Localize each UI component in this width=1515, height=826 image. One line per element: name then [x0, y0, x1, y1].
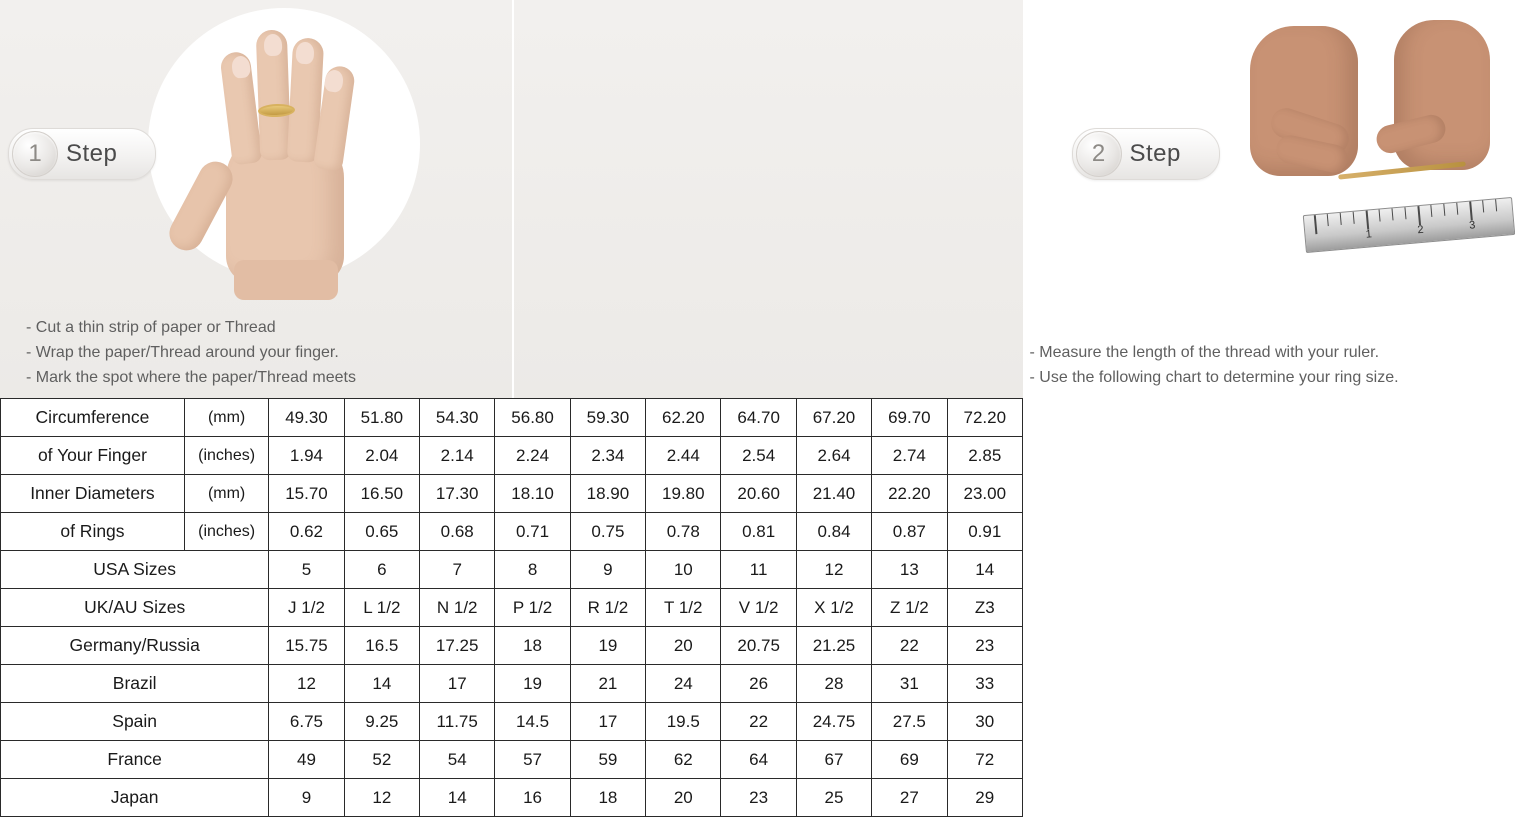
table-cell: 13 — [872, 551, 947, 589]
table-cell: 0.84 — [796, 513, 871, 551]
table-cell: 7 — [420, 551, 495, 589]
table-cell: 22 — [872, 627, 947, 665]
table-cell: 33 — [947, 665, 1022, 703]
table-cell: L 1/2 — [344, 589, 419, 627]
instruction-line: - Mark the spot where the paper/Thread meets — [26, 369, 356, 386]
instruction-line: - Wrap the paper/Thread around your finger. — [26, 344, 339, 361]
table-cell: 27 — [872, 779, 947, 817]
hand-illustration — [148, 8, 420, 280]
table-cell: 1.94 — [269, 437, 344, 475]
ruler-mark: 1 — [1364, 228, 1372, 241]
row-label: USA Sizes — [1, 551, 269, 589]
table-cell: 0.71 — [495, 513, 570, 551]
table-cell: 2.74 — [872, 437, 947, 475]
table-cell: 52 — [344, 741, 419, 779]
table-cell: N 1/2 — [420, 589, 495, 627]
table-cell: 54.30 — [420, 399, 495, 437]
row-label: UK/AU Sizes — [1, 589, 269, 627]
table-cell: 2.04 — [344, 437, 419, 475]
table-cell: 21.25 — [796, 627, 871, 665]
table-cell: 2.44 — [646, 437, 721, 475]
table-cell: 2.54 — [721, 437, 796, 475]
table-cell: 6.75 — [269, 703, 344, 741]
table-cell: 15.70 — [269, 475, 344, 513]
table-cell: 18.90 — [570, 475, 645, 513]
step-2-badge — [1072, 128, 1220, 180]
instruction-line: - Measure the length of the thread with your ruler. — [1029, 344, 1380, 361]
table-cell: 5 — [269, 551, 344, 589]
table-cell: 12 — [796, 551, 871, 589]
table-cell: 20 — [646, 627, 721, 665]
table-cell: 18 — [570, 779, 645, 817]
row-unit: (inches) — [184, 437, 268, 475]
table-cell: 62.20 — [646, 399, 721, 437]
row-label: Germany/Russia — [1, 627, 269, 665]
table-cell: 17.30 — [420, 475, 495, 513]
table-cell: 69 — [872, 741, 947, 779]
hand-with-thread-photo — [148, 8, 420, 280]
step-2-instructions — [1030, 340, 1399, 390]
table-row — [1, 627, 1023, 665]
table-cell: 49.30 — [269, 399, 344, 437]
step-2-number: 2 — [1076, 131, 1122, 177]
table-cell: 20.75 — [721, 627, 796, 665]
table-row — [1, 703, 1023, 741]
table-cell: Z3 — [947, 589, 1022, 627]
table-cell: 64.70 — [721, 399, 796, 437]
row-label: Spain — [1, 703, 269, 741]
table-cell: 59.30 — [570, 399, 645, 437]
fingernail — [264, 34, 283, 57]
table-cell: Z 1/2 — [872, 589, 947, 627]
table-row — [1, 665, 1023, 703]
table-cell: V 1/2 — [721, 589, 796, 627]
row-label: Circumference — [1, 399, 185, 437]
table-cell: 51.80 — [344, 399, 419, 437]
instruction-line: - Use the following chart to determine your ring size. — [1029, 369, 1399, 386]
table-cell: 25 — [796, 779, 871, 817]
table-row — [1, 741, 1023, 779]
table-cell: 31 — [872, 665, 947, 703]
table-row — [1, 399, 1023, 437]
table-cell: 57 — [495, 741, 570, 779]
table-cell: 0.87 — [872, 513, 947, 551]
ruler-measuring-thread-photo — [1226, 8, 1498, 280]
table-cell: J 1/2 — [269, 589, 344, 627]
table-cell: 17 — [570, 703, 645, 741]
ruler-mark: 3 — [1468, 219, 1476, 232]
table-row — [1, 589, 1023, 627]
wrist-shape — [234, 260, 338, 300]
table-cell: 67.20 — [796, 399, 871, 437]
table-cell: 29 — [947, 779, 1022, 817]
step-1-panel — [0, 0, 512, 398]
table-cell: 26 — [721, 665, 796, 703]
table-cell: 23.00 — [947, 475, 1022, 513]
row-label: of Your Finger — [1, 437, 185, 475]
row-label: Inner Diameters — [1, 475, 185, 513]
table-row — [1, 779, 1023, 817]
ruler-mark: 2 — [1416, 223, 1424, 237]
table-cell: 0.62 — [269, 513, 344, 551]
table-cell: 67 — [796, 741, 871, 779]
table-cell: 15.75 — [269, 627, 344, 665]
table-cell: 24.75 — [796, 703, 871, 741]
table-cell: 14 — [947, 551, 1022, 589]
table-cell: 16 — [495, 779, 570, 817]
table-cell: 24 — [646, 665, 721, 703]
table-cell: X 1/2 — [796, 589, 871, 627]
instruction-line: - Cut a thin strip of paper or Thread — [26, 319, 276, 336]
step-2-label: Step — [1129, 140, 1181, 167]
table-cell: 72.20 — [947, 399, 1022, 437]
row-label: Japan — [1, 779, 269, 817]
table-cell: 12 — [344, 779, 419, 817]
table-cell: 22 — [721, 703, 796, 741]
table-cell: 0.75 — [570, 513, 645, 551]
table-cell: 9.25 — [344, 703, 419, 741]
table-cell: 0.91 — [947, 513, 1022, 551]
measuring-illustration — [1226, 8, 1498, 280]
table-cell: 21 — [570, 665, 645, 703]
step-1-label: Step — [66, 140, 118, 167]
step-1-instructions — [26, 315, 356, 390]
ring-size-chart-table — [0, 398, 1023, 817]
table-cell: 12 — [269, 665, 344, 703]
table-cell: 23 — [947, 627, 1022, 665]
table-cell: 54 — [420, 741, 495, 779]
table-cell: 49 — [269, 741, 344, 779]
table-cell: 2.85 — [947, 437, 1022, 475]
table-cell: 0.78 — [646, 513, 721, 551]
table-cell: 14 — [420, 779, 495, 817]
table-cell: 17 — [420, 665, 495, 703]
row-unit: (mm) — [184, 475, 268, 513]
table-row — [1, 437, 1023, 475]
table-cell: 10 — [646, 551, 721, 589]
row-label: Brazil — [1, 665, 269, 703]
step-2-panel — [512, 0, 1476, 398]
table-cell: 16.50 — [344, 475, 419, 513]
table-cell: 22.20 — [872, 475, 947, 513]
table-cell: 20.60 — [721, 475, 796, 513]
row-unit: (inches) — [184, 513, 268, 551]
step-1-badge — [8, 128, 156, 180]
row-label: France — [1, 741, 269, 779]
table-cell: 0.81 — [721, 513, 796, 551]
table-cell: 2.34 — [570, 437, 645, 475]
table-cell: 18 — [495, 627, 570, 665]
table-cell: 18.10 — [495, 475, 570, 513]
table-row — [1, 551, 1023, 589]
ruler — [1302, 197, 1515, 253]
row-label: of Rings — [1, 513, 185, 551]
table-cell: 62 — [646, 741, 721, 779]
table-cell: 2.24 — [495, 437, 570, 475]
table-cell: 59 — [570, 741, 645, 779]
table-cell: 14 — [344, 665, 419, 703]
table-cell: P 1/2 — [495, 589, 570, 627]
table-row — [1, 475, 1023, 513]
table-cell: 20 — [646, 779, 721, 817]
table-cell: 9 — [570, 551, 645, 589]
table-cell: 0.68 — [420, 513, 495, 551]
table-cell: T 1/2 — [646, 589, 721, 627]
table-cell: 69.70 — [872, 399, 947, 437]
table-cell: 2.14 — [420, 437, 495, 475]
table-cell: 8 — [495, 551, 570, 589]
table-cell: 27.5 — [872, 703, 947, 741]
table-cell: 14.5 — [495, 703, 570, 741]
table-cell: 9 — [269, 779, 344, 817]
table-row — [1, 513, 1023, 551]
table-cell: 19.80 — [646, 475, 721, 513]
table-cell: 19 — [570, 627, 645, 665]
table-cell: 2.64 — [796, 437, 871, 475]
step-1-number: 1 — [12, 131, 58, 177]
fingernail — [295, 42, 314, 65]
table-cell: 21.40 — [796, 475, 871, 513]
table-cell: 64 — [721, 741, 796, 779]
table-cell: 28 — [796, 665, 871, 703]
table-cell: 23 — [721, 779, 796, 817]
table-cell: 11 — [721, 551, 796, 589]
table-cell: R 1/2 — [570, 589, 645, 627]
table-cell: 72 — [947, 741, 1022, 779]
table-cell: 0.65 — [344, 513, 419, 551]
table-cell: 56.80 — [495, 399, 570, 437]
table-cell: 19 — [495, 665, 570, 703]
table-cell: 30 — [947, 703, 1022, 741]
gold-thread — [1338, 161, 1466, 179]
table-cell: 17.25 — [420, 627, 495, 665]
steps-section — [0, 0, 1476, 398]
table-cell: 19.5 — [646, 703, 721, 741]
row-unit: (mm) — [184, 399, 268, 437]
table-cell: 6 — [344, 551, 419, 589]
table-cell: 11.75 — [420, 703, 495, 741]
table-cell: 16.5 — [344, 627, 419, 665]
